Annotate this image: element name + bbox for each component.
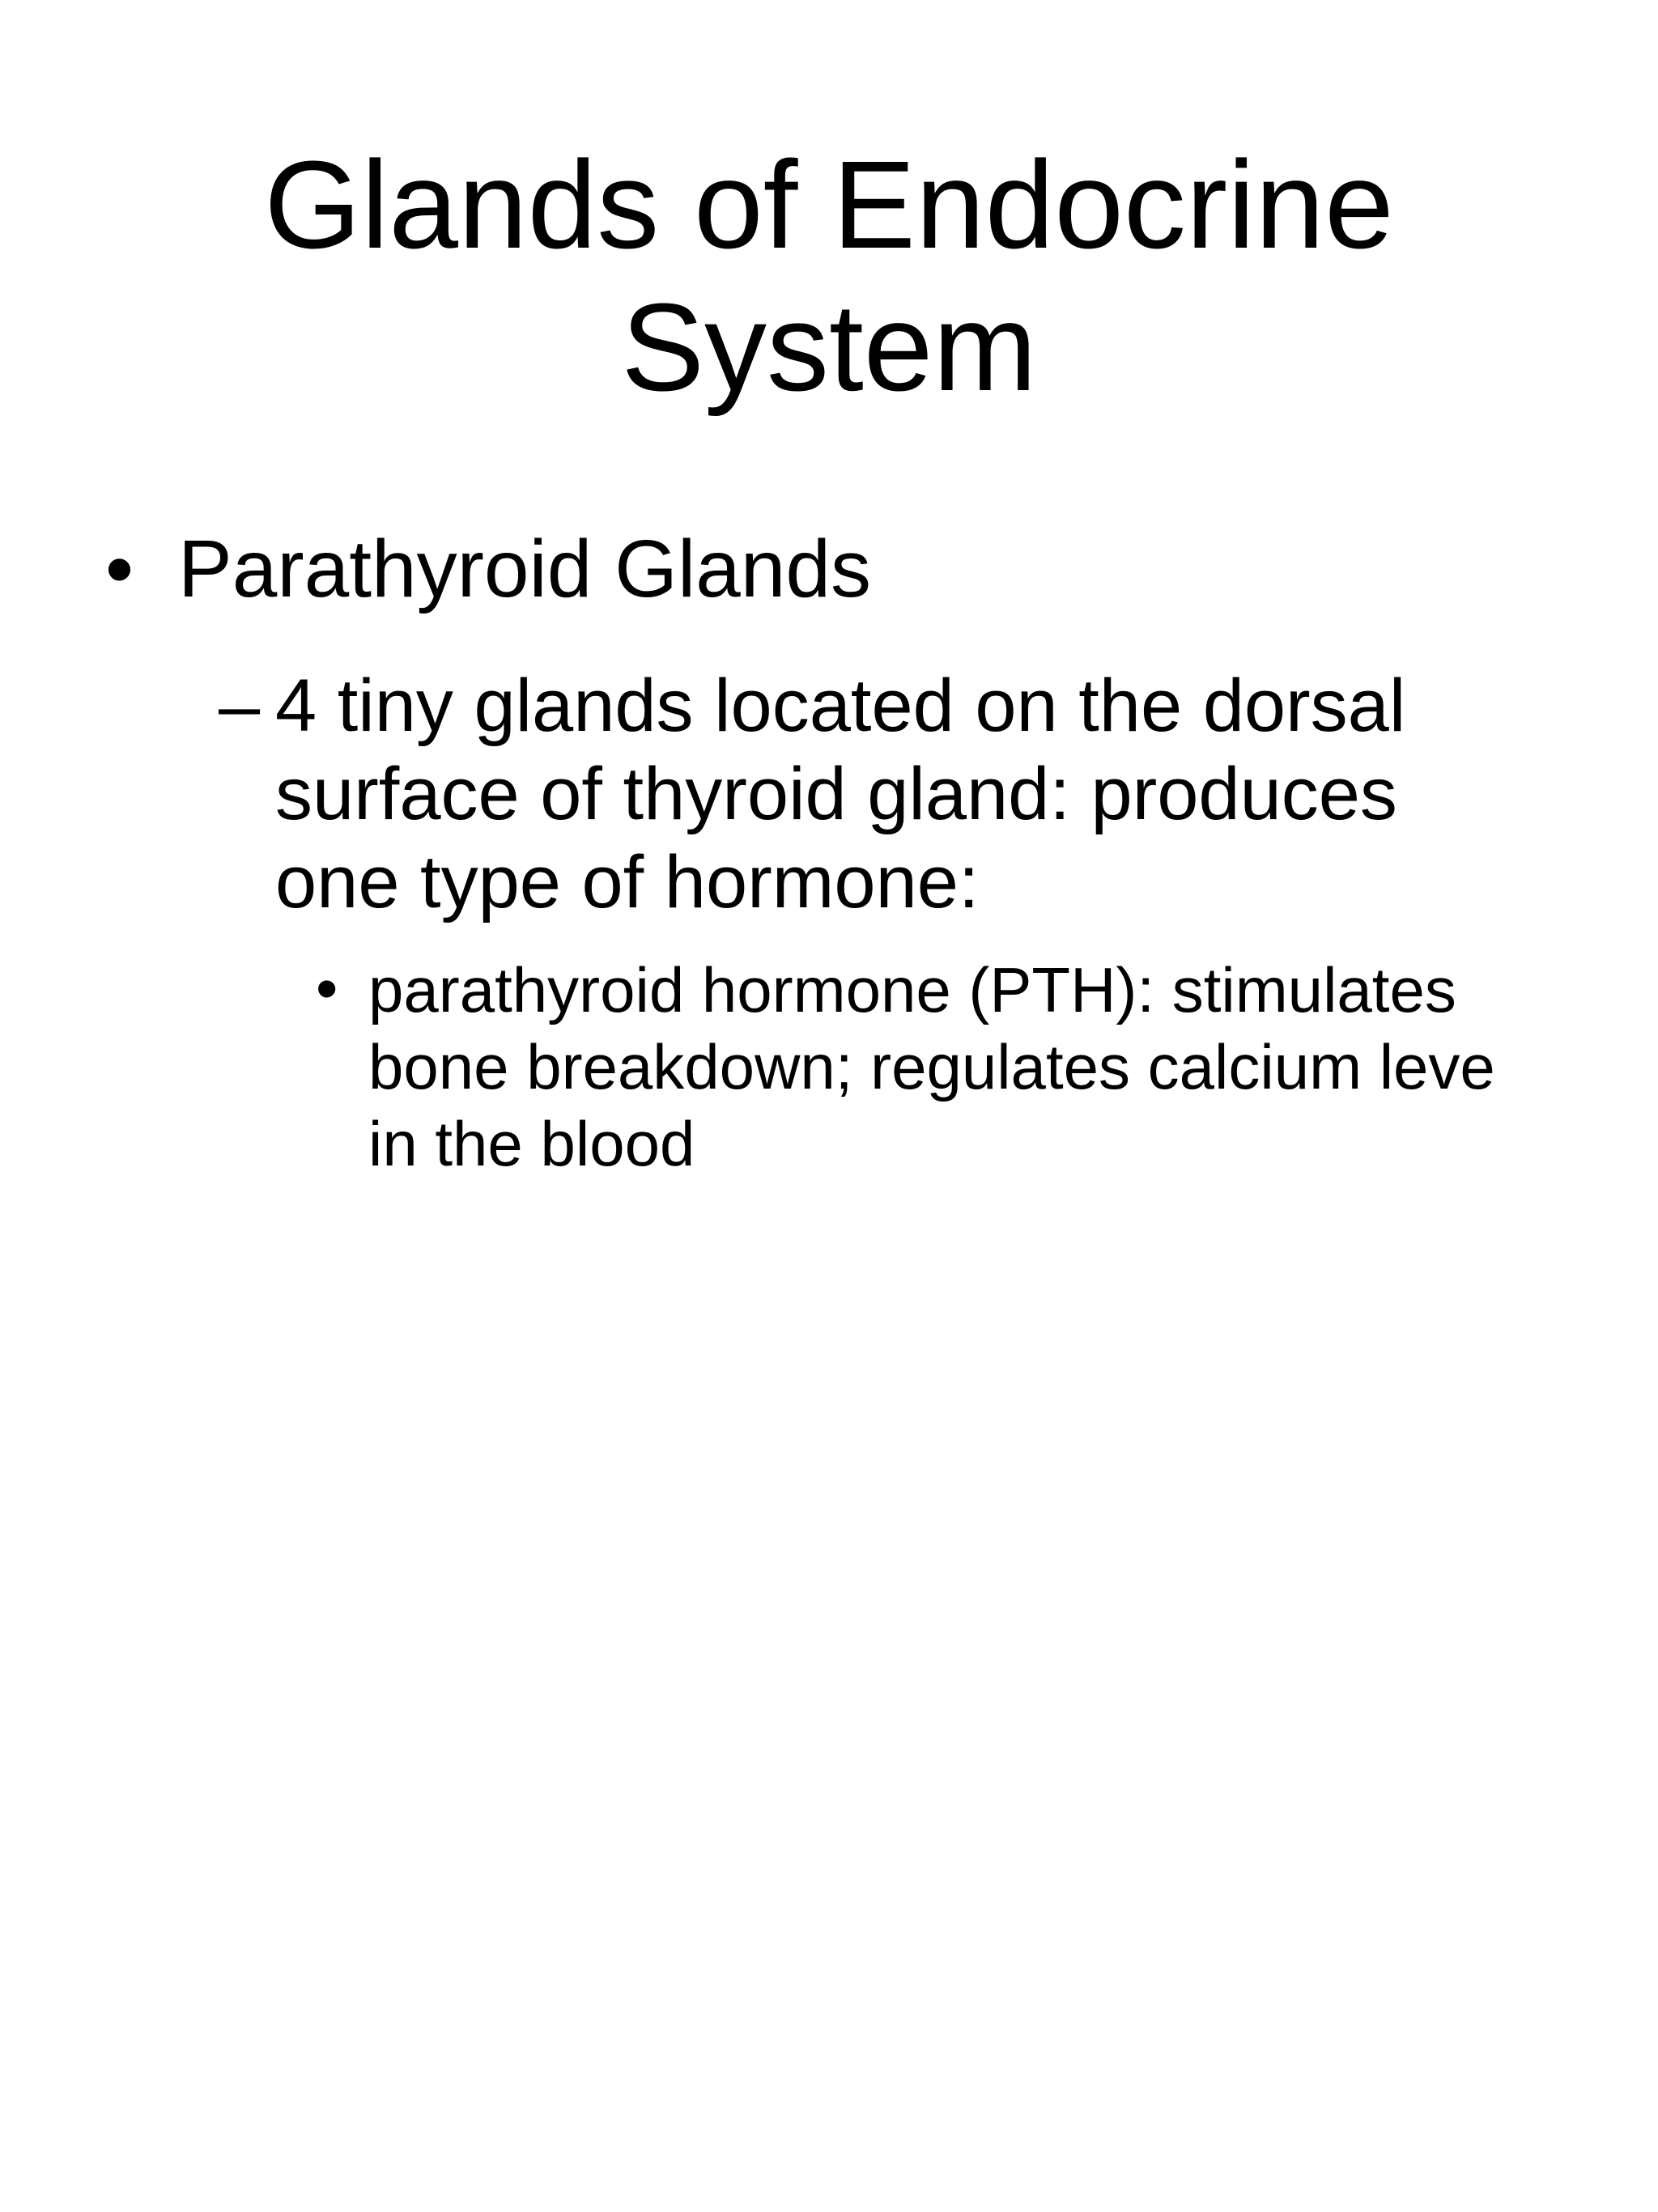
dash-icon: – [219,664,261,747]
slide-title-line-2: System [621,278,1037,417]
sub-sub-item-line-2: bone breakdown; regulates calcium leve [368,1031,1495,1102]
slide-title-line-1: Glands of Endocrine [264,135,1394,274]
bullet-icon: • [105,524,134,614]
sub-sub-item-line-1: parathyroid hormone (PTH): stimulates [368,954,1456,1025]
sub-sub-item-line-3: in the blood [368,1108,695,1179]
sub-item-description [219,662,1595,927]
sub-item-line-3: one type of hormone: [275,841,980,923]
bullet-item-label: Parathyroid Glands [178,524,872,614]
sub-sub-item-pth [316,952,1658,1182]
slide-title [0,134,1658,418]
sub-item-line-2: surface of thyroid gland: produces [275,753,1397,835]
bullet-icon: • [316,953,338,1024]
sub-item-line-1: 4 tiny glands located on the dorsal [275,664,1406,747]
